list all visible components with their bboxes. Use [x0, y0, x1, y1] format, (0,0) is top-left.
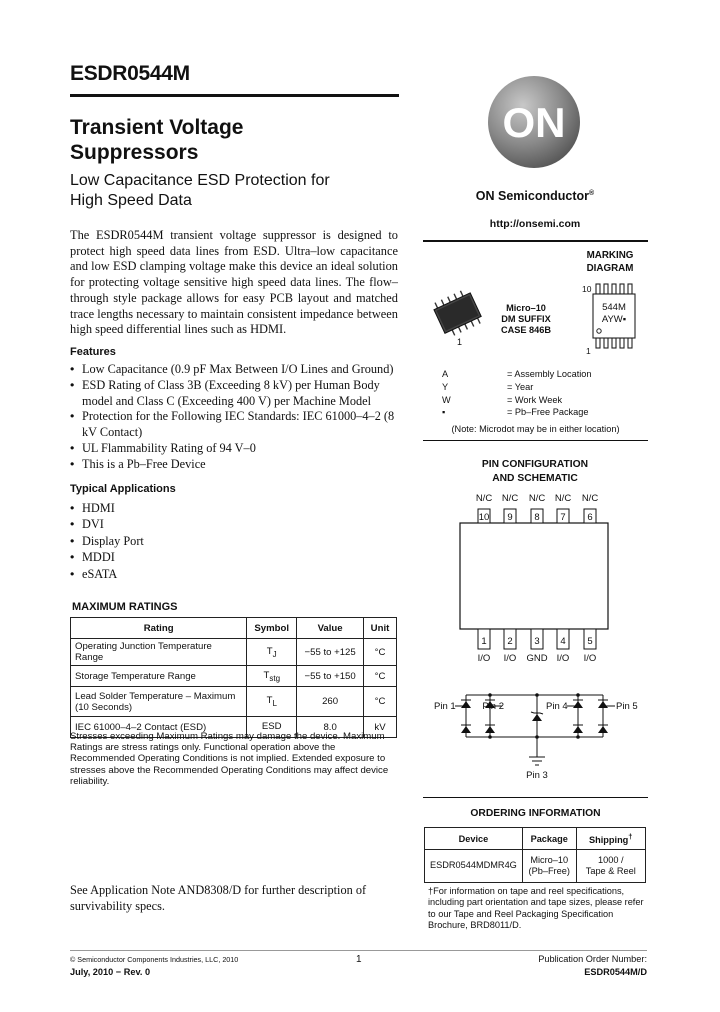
dagger-mark: † [628, 831, 633, 841]
shipping-header-text: Shipping [589, 835, 629, 846]
value-cell: 260 [297, 687, 364, 717]
pin-7-number: 7 [560, 512, 566, 523]
features-heading: Features [70, 346, 116, 358]
table-row [71, 687, 397, 717]
registered-mark: ® [589, 189, 595, 197]
marking-diagram [582, 280, 642, 356]
pin-5-label: I/O [583, 653, 597, 664]
marking-legend [438, 368, 592, 419]
divider [423, 240, 648, 242]
package-line-2: (Pb–Free) [528, 866, 570, 876]
pin-9-label: N/C [501, 493, 519, 504]
title-line-2: Suppressors [70, 141, 199, 164]
page-title [70, 115, 400, 165]
feature-item: • UL Flammability Rating of 94 V–0 [70, 441, 405, 457]
column-header-rating: Rating [71, 618, 247, 639]
pin-config-heading-line-1: PIN CONFIGURATION [481, 459, 589, 470]
schematic-pin-2-label: Pin 2 [482, 701, 504, 712]
divider [423, 797, 648, 798]
pin-1-number: 1 [481, 636, 487, 647]
max-ratings-heading: MAXIMUM RATINGS [72, 601, 178, 613]
revision-date: July, 2010 − Rev. 0 [70, 967, 151, 977]
schematic-pin-1-label: Pin 1 [434, 701, 456, 712]
feature-item: • Protection for the Following IEC Standards: IEC 61000–4–2 (8 kV Contact) [70, 409, 405, 441]
symbol-subscript: J [272, 649, 277, 659]
table-header-row [425, 828, 646, 850]
mark-line-2: AYW▪ [601, 314, 627, 325]
value-cell: 8.0 [297, 717, 364, 738]
applications-heading: Typical Applications [70, 483, 176, 495]
max-ratings-table [70, 617, 397, 738]
schematic-pin-5-label: Pin 5 [616, 701, 638, 712]
symbol-text: ESD [261, 720, 282, 732]
legend-value: = Year [507, 381, 534, 392]
pin-4-number: 4 [560, 636, 566, 647]
application-item: • eSATA [70, 566, 270, 582]
feature-item: • Low Capacitance (0.9 pF Max Between I/O Lines and Ground) [70, 362, 405, 378]
symbol-text: T [266, 695, 273, 707]
publication-label: Publication Order Number: [538, 954, 647, 964]
legend-row [438, 406, 592, 419]
package-pin-1-label: 1 [457, 337, 463, 347]
feature-item: • ESD Rating of Class 3B (Exceeding 8 kV) per Human Body model and Class C (Exceeding 400 V) per Machine Model [70, 378, 405, 410]
package-line-1: Micro–10 [530, 854, 569, 865]
publication-number: ESDR0544M/D [584, 967, 647, 977]
shipping-line-1: 1000 / [598, 854, 624, 865]
pin-6-number: 6 [587, 512, 593, 523]
package-line-2: DM SUFFIX [501, 314, 551, 324]
device-cell: ESDR0544MDMR4G [425, 850, 523, 883]
symbol-subscript: L [272, 698, 277, 708]
pin-1-label: I/O [477, 653, 491, 664]
ic-body [460, 523, 608, 629]
application-note: See Application Note AND8308/D for further description of survivability specs. [70, 883, 367, 913]
column-header-symbol: Symbol [247, 618, 297, 639]
pin-8-label: N/C [528, 493, 546, 504]
ordering-table [424, 827, 646, 883]
company-name-text: ON Semiconductor [475, 189, 590, 203]
footer-rule [70, 950, 647, 951]
table-header-row [71, 618, 397, 639]
pin-config-heading [430, 458, 640, 486]
symbol-text: T [263, 669, 270, 681]
rating-cell: Lead Solder Temperature – Maximum (10 Seconds) [71, 687, 247, 717]
ordering-footnote: †For information on tape and reel specifications, including part orientation and tape sizes, please refer to our Tape and Reel Packaging Specification Brochure, BRD8011/D. [428, 886, 644, 931]
legend-row [438, 394, 592, 407]
pin-4-label: I/O [556, 653, 570, 664]
mark-pin-top: 10 [582, 284, 592, 294]
legend-value: = Work Week [507, 394, 563, 405]
microdot-note: (Note: Microdot may be in either location) [451, 424, 620, 434]
header-rule [70, 94, 399, 97]
legend-key: A [442, 369, 449, 379]
column-header-package: Package [522, 828, 576, 850]
ratings-note: Stresses exceeding Maximum Ratings may damage the device. Maximum Ratings are stress ratings only. Functional operation above the Recommended Operating Conditions is not implied. Extended exposure to stresses above the Recommended Operating Conditions may affect device reliability. [70, 731, 389, 787]
pin-10-label: N/C [475, 493, 493, 504]
rating-cell: Storage Temperature Range [71, 666, 247, 687]
copyright: © Semiconductor Components Industries, LLC, 2010 [70, 955, 239, 964]
marking-diagram-heading [560, 249, 660, 275]
shipping-cell [576, 850, 645, 883]
symbol-cell [247, 666, 297, 687]
pin-2-label: I/O [503, 653, 517, 664]
pin-config-heading-line-2: AND SCHEMATIC [492, 473, 578, 484]
marking-heading-line-2: DIAGRAM [586, 263, 634, 274]
symbol-subscript: stg [269, 673, 281, 683]
subtitle-line-1: Low Capacitance ESD Protection for [70, 172, 330, 189]
pin-6-label: N/C [581, 493, 599, 504]
page-number: 1 [356, 954, 362, 965]
title-line-1: Transient Voltage [70, 116, 244, 139]
application-item: • DVI [70, 516, 270, 532]
features-list [70, 362, 405, 473]
pin-8-number: 8 [534, 512, 540, 523]
divider [423, 440, 648, 441]
column-header-shipping [576, 828, 645, 850]
company-name [430, 189, 640, 203]
shipping-line-2: Tape & Reel [585, 866, 636, 876]
mark-line-1: 544M [602, 302, 626, 313]
unit-cell: °C [364, 639, 397, 666]
application-item: • MDDI [70, 549, 270, 565]
rating-cell: IEC 61000–4–2 Contact (ESD) [71, 717, 247, 738]
marking-heading-line-1: MARKING [586, 250, 634, 261]
package-label [490, 303, 562, 336]
feature-item: • This is a Pb–Free Device [70, 457, 405, 473]
table-row [425, 850, 646, 883]
page-subtitle [70, 171, 400, 211]
symbol-cell [247, 639, 297, 666]
intro-paragraph: The ESDR0544M transient voltage suppressor is designed to protect high speed data lines from ESD. Ultra–low capacitance and low ESD clamping voltage make this device an ideal solution for protecting voltage sensitive high speed data lines. The flow–through style package allows for easy PCB layout and matched trace lengths necessary to maintain consistent impedance between high speed differential lines such as HDMI. [70, 228, 398, 337]
applications-list [70, 500, 270, 582]
mark-pin-bottom: 1 [586, 346, 591, 356]
legend-value: = Pb–Free Package [507, 407, 589, 418]
schematic-pin-3-label: Pin 3 [526, 770, 548, 781]
application-item: • HDMI [70, 500, 270, 516]
on-logo-icon [487, 75, 581, 169]
pin-2-number: 2 [507, 636, 513, 647]
pin-9-number: 9 [507, 512, 513, 523]
legend-key: ▪ [442, 407, 446, 418]
unit-cell: °C [364, 666, 397, 687]
table-row [71, 639, 397, 666]
logo-text: ON [502, 99, 566, 146]
column-header-unit: Unit [364, 618, 397, 639]
legend-key: Y [442, 381, 449, 392]
pin-3-label: GND [526, 653, 548, 664]
pin-10-number: 10 [478, 512, 490, 523]
pin-7-label: N/C [554, 493, 572, 504]
esd-schematic-diagram [428, 685, 648, 783]
pin-3-number: 3 [534, 636, 540, 647]
ordering-info-heading: ORDERING INFORMATION [470, 808, 601, 819]
symbol-text: T [266, 645, 273, 657]
legend-row [438, 368, 592, 381]
unit-cell: °C [364, 687, 397, 717]
unit-cell: kV [364, 717, 397, 738]
column-header-value: Value [297, 618, 364, 639]
package-chip-icon [428, 288, 488, 340]
part-number: ESDR0544M [70, 62, 190, 85]
package-line-1: Micro–10 [506, 303, 546, 313]
legend-key: W [442, 394, 451, 405]
value-cell: −55 to +125 [297, 639, 364, 666]
rating-cell: Operating Junction Temperature Range [71, 639, 247, 666]
schematic-pin-4-label: Pin 4 [546, 701, 568, 712]
package-cell [522, 850, 576, 883]
table-row [71, 666, 397, 687]
pin-configuration-diagram [440, 490, 620, 665]
application-item: • Display Port [70, 533, 270, 549]
legend-value: = Assembly Location [507, 369, 592, 379]
company-url[interactable]: http://onsemi.com [489, 218, 581, 230]
package-line-3: CASE 846B [500, 325, 552, 335]
column-header-device: Device [425, 828, 523, 850]
pin-5-number: 5 [587, 636, 593, 647]
legend-row [438, 381, 592, 394]
symbol-cell [247, 687, 297, 717]
value-cell: −55 to +150 [297, 666, 364, 687]
subtitle-line-2: High Speed Data [70, 192, 192, 209]
